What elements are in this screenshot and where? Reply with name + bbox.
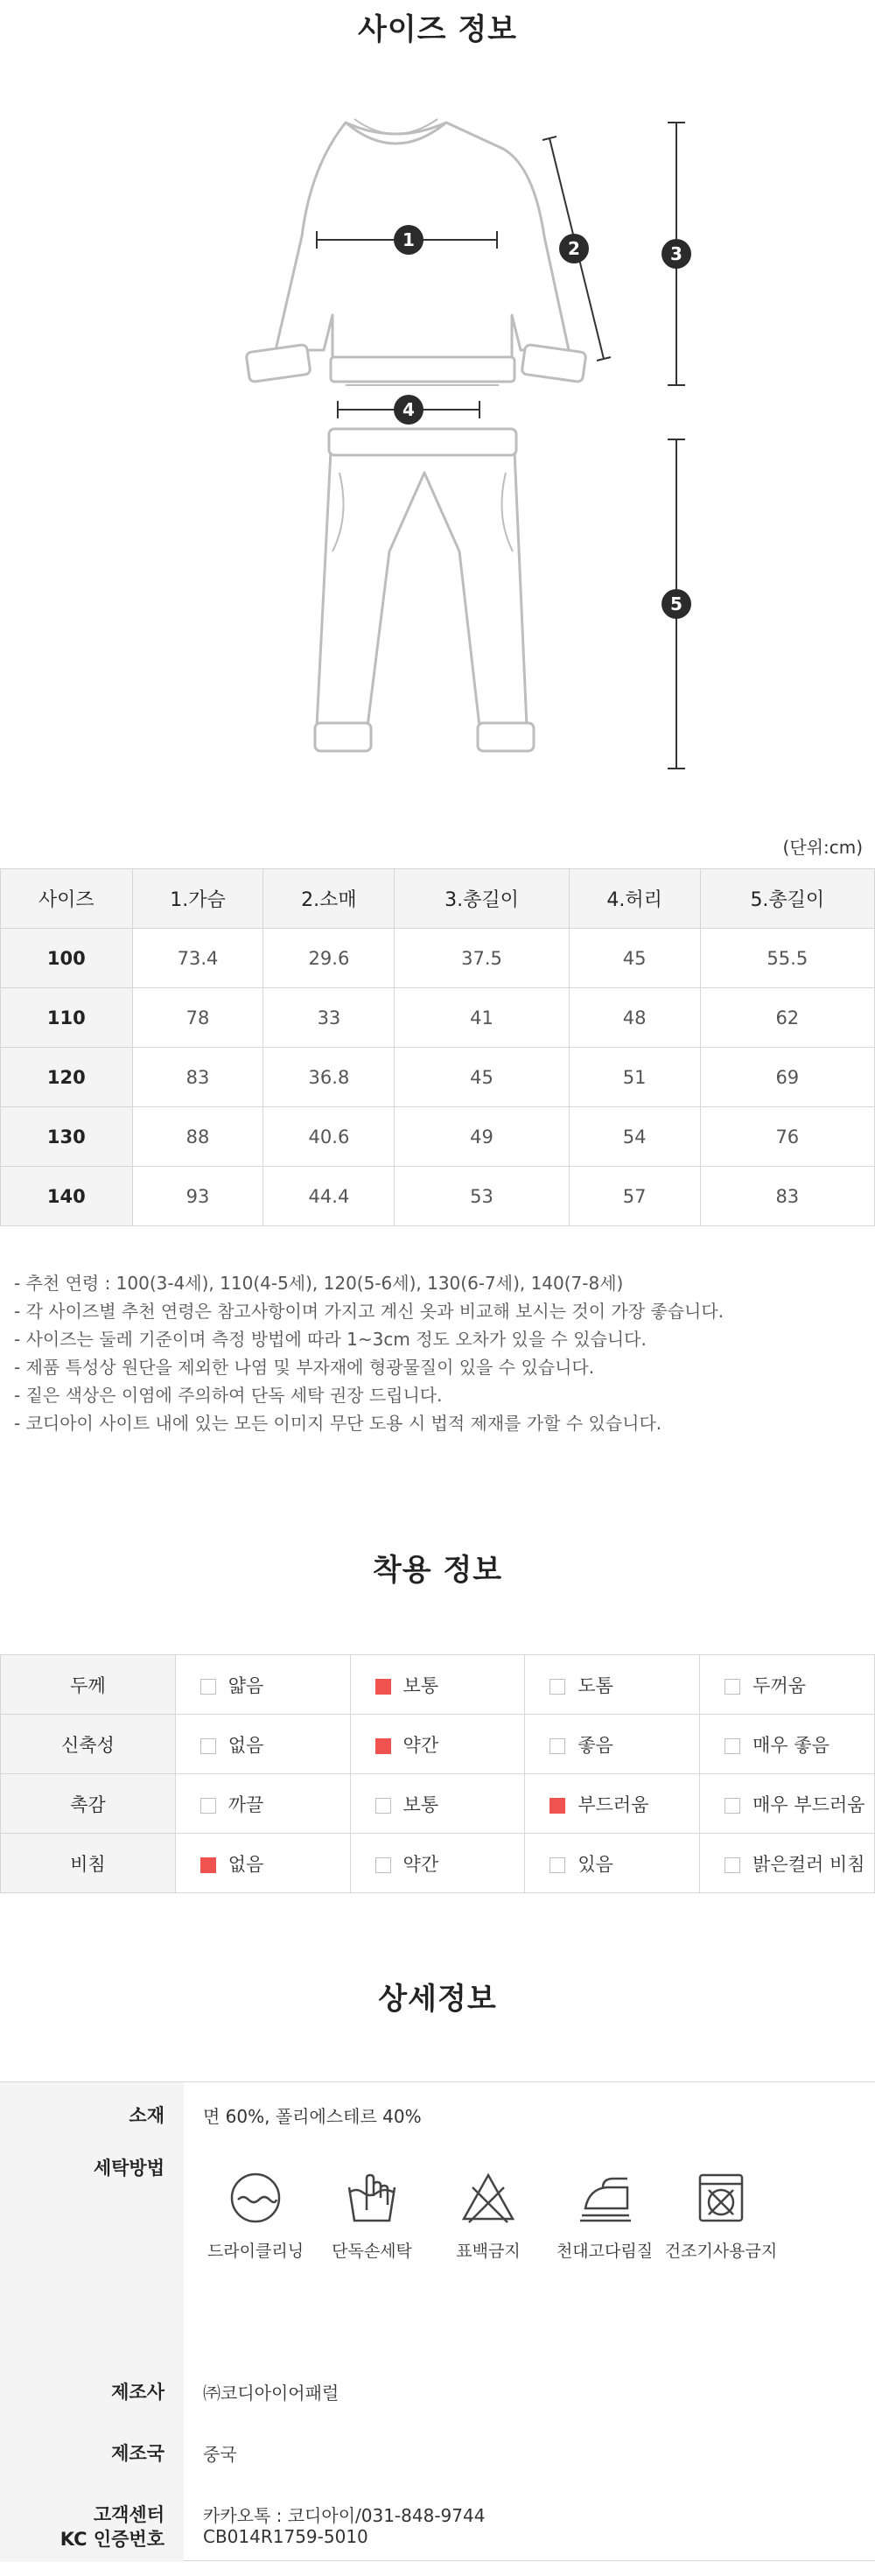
- note-line: - 짙은 색상은 이염에 주의하여 단독 세탁 권장 드립니다.: [14, 1385, 443, 1406]
- table-row: [1, 929, 875, 988]
- wear-option: [700, 1655, 875, 1715]
- header-size: 사이즈: [1, 869, 133, 929]
- iron-cloth-icon: [577, 2170, 633, 2226]
- pants-outline: [317, 451, 527, 726]
- wear-option: [350, 1655, 525, 1715]
- material-value: 면 60%, 폴리에스테르 40%: [203, 2106, 422, 2127]
- wear-info-title: 착용 정보: [372, 1553, 503, 1588]
- option-label: 약간: [402, 1853, 439, 1875]
- wear-row-touch: [1, 1774, 875, 1834]
- table-cell: 54: [569, 1107, 700, 1167]
- table-cell: 51: [569, 1048, 700, 1107]
- table-cell: 33: [263, 988, 395, 1048]
- checkbox-icon: [375, 1857, 391, 1873]
- table-cell: 45: [395, 1048, 569, 1107]
- option-label: 부드러움: [578, 1793, 649, 1815]
- wear-option: [700, 1834, 875, 1893]
- option-label: 약간: [402, 1734, 439, 1756]
- wear-label: 촉감: [1, 1774, 176, 1834]
- table-cell: 93: [132, 1167, 263, 1226]
- wear-option: [350, 1715, 525, 1774]
- detail-row-country: [0, 2406, 875, 2467]
- checkbox-icon: [724, 1857, 740, 1873]
- wear-option: [700, 1774, 875, 1834]
- option-label: 매우 부드러움: [752, 1793, 865, 1815]
- header-top-length: 3.총길이: [395, 869, 569, 929]
- wash-item-label: 드라이클리닝: [206, 2242, 304, 2261]
- checked-box-icon: [375, 1679, 391, 1695]
- checkbox-icon: [200, 1738, 216, 1754]
- checked-box-icon: [200, 1857, 216, 1873]
- checkbox-icon: [550, 1857, 565, 1873]
- table-cell: 36.8: [263, 1048, 395, 1107]
- unit-label: (단위:cm): [782, 837, 863, 858]
- country-label: 제조국: [111, 2443, 164, 2464]
- table-cell: 57: [569, 1167, 700, 1226]
- wear-option: [525, 1715, 700, 1774]
- marker-5-label: 5: [670, 593, 682, 614]
- marker-4-label: 4: [402, 399, 415, 420]
- garment-diagram: [0, 61, 875, 797]
- checkbox-icon: [724, 1798, 740, 1814]
- wash-item-label: 천대고다림질: [556, 2242, 654, 2261]
- header-waist: 4.허리: [569, 869, 700, 929]
- table-cell: 69: [700, 1048, 874, 1107]
- checkbox-icon: [550, 1738, 565, 1754]
- table-cell: 83: [700, 1167, 874, 1226]
- option-label: 보통: [402, 1674, 439, 1696]
- option-label: 두꺼움: [752, 1674, 806, 1696]
- table-cell: 49: [395, 1107, 569, 1167]
- detail-row-wash: [0, 2144, 875, 2345]
- checkbox-icon: [200, 1798, 216, 1814]
- wear-row-transparency: [1, 1834, 875, 1893]
- checkbox-icon: [550, 1679, 565, 1695]
- wash-item-label: 단독손세탁: [332, 2242, 412, 2261]
- table-row: [1, 1107, 875, 1167]
- hand-wash-icon: [344, 2170, 400, 2226]
- size-table: [0, 868, 875, 1226]
- table-cell: 40.6: [263, 1107, 395, 1167]
- note-line: - 추천 연령 : 100(3-4세), 110(4-5세), 120(5-6세), 130(6-7세), 140(7-8세): [14, 1273, 624, 1294]
- wash-item-label: 표백금지: [456, 2242, 521, 2261]
- table-cell: 78: [132, 988, 263, 1048]
- option-label: 매우 좋음: [752, 1734, 830, 1756]
- note-line: - 제품 특성상 원단을 제외한 나염 및 부자재에 형광물질이 있을 수 있습니다.: [14, 1357, 595, 1378]
- table-cell: 55.5: [700, 929, 874, 988]
- detail-row-maker: [0, 2345, 875, 2406]
- wear-option: [175, 1655, 350, 1715]
- option-label: 까끌: [228, 1793, 264, 1815]
- option-label: 좋음: [578, 1734, 613, 1756]
- header-sleeve: 2.소매: [263, 869, 395, 929]
- wear-option: [700, 1715, 875, 1774]
- table-row: [1, 988, 875, 1048]
- table-row: [1, 1167, 875, 1226]
- wash-label: 세탁방법: [93, 2158, 164, 2179]
- kc-label: KC 인증번호: [60, 2529, 164, 2550]
- table-cell: 62: [700, 988, 874, 1048]
- table-cell: 44.4: [263, 1167, 395, 1226]
- detail-title: 상세정보: [378, 1982, 497, 2017]
- wash-item: [651, 2170, 791, 2262]
- wear-row-elasticity: [1, 1715, 875, 1774]
- table-cell: 100: [1, 929, 133, 988]
- option-label: 얇음: [228, 1674, 264, 1696]
- option-label: 없음: [228, 1734, 264, 1756]
- note-line: - 코디아이 사이트 내에 있는 모든 이미지 무단 도용 시 법적 제재를 가할 수 있습니다.: [14, 1413, 662, 1434]
- marker-1-label: 1: [402, 229, 415, 250]
- maker-label: 제조사: [111, 2382, 164, 2403]
- wear-option: [525, 1834, 700, 1893]
- detail-row-cs: [0, 2467, 875, 2529]
- table-cell: 45: [569, 929, 700, 988]
- checkbox-icon: [724, 1738, 740, 1754]
- table-cell: 76: [700, 1107, 874, 1167]
- option-label: 보통: [402, 1793, 439, 1815]
- note-line: - 사이즈는 둘레 기준이며 측정 방법에 따라 1~3cm 정도 오차가 있을 수 있습니다.: [14, 1329, 647, 1350]
- option-label: 없음: [228, 1853, 264, 1875]
- wear-option: [175, 1715, 350, 1774]
- detail-row-material: [0, 2082, 875, 2144]
- table-cell: 120: [1, 1048, 133, 1107]
- note-line: - 각 사이즈별 추천 연령은 참고사항이며 가지고 계신 옷과 비교해 보시는 것이 가장 좋습니다.: [14, 1301, 724, 1322]
- wear-option: [350, 1834, 525, 1893]
- country-value: 중국: [203, 2444, 237, 2465]
- detail-row-kc: [0, 2526, 875, 2562]
- table-cell: 140: [1, 1167, 133, 1226]
- checked-box-icon: [550, 1798, 565, 1814]
- table-cell: 41: [395, 988, 569, 1048]
- no-tumble-dry-icon: [693, 2170, 749, 2226]
- wear-option: [175, 1774, 350, 1834]
- wear-label: 비침: [1, 1834, 176, 1893]
- marker-3-label: 3: [670, 243, 682, 264]
- header-chest: 1.가슴: [132, 869, 263, 929]
- table-cell: 130: [1, 1107, 133, 1167]
- no-bleach-icon: [460, 2170, 516, 2226]
- table-cell: 37.5: [395, 929, 569, 988]
- checked-box-icon: [375, 1738, 391, 1754]
- table-cell: 29.6: [263, 929, 395, 988]
- table-cell: 88: [132, 1107, 263, 1167]
- cs-label: 고객센터: [93, 2504, 164, 2525]
- maker-value: ㈜코디아이어패럴: [203, 2383, 340, 2404]
- checkbox-icon: [200, 1679, 216, 1695]
- option-label: 도톰: [578, 1674, 613, 1696]
- wear-row-thickness: [1, 1655, 875, 1715]
- kc-value: CB014R1759-5010: [203, 2526, 368, 2547]
- size-notes: [14, 1269, 854, 1437]
- wear-option: [525, 1774, 700, 1834]
- wash-item-label: 건조기사용금지: [664, 2242, 778, 2261]
- wear-label: 두께: [1, 1655, 176, 1715]
- checkbox-icon: [724, 1679, 740, 1695]
- cs-value: 카카오톡 : 코디아이/031-848-9744: [203, 2505, 486, 2526]
- option-label: 밝은컬러 비침: [752, 1853, 865, 1875]
- table-cell: 110: [1, 988, 133, 1048]
- wear-option: [175, 1834, 350, 1893]
- wear-option: [525, 1655, 700, 1715]
- dry-cleaning-icon: [228, 2170, 284, 2226]
- wear-label: 신축성: [1, 1715, 176, 1774]
- size-table-header: [1, 869, 875, 929]
- table-cell: 48: [569, 988, 700, 1048]
- wear-option: [350, 1774, 525, 1834]
- wear-table: [0, 1654, 875, 1893]
- table-cell: 73.4: [132, 929, 263, 988]
- option-label: 있음: [578, 1853, 613, 1875]
- marker-2-label: 2: [568, 238, 580, 259]
- table-cell: 83: [132, 1048, 263, 1107]
- checkbox-icon: [375, 1798, 391, 1814]
- header-pants-length: 5.총길이: [700, 869, 874, 929]
- material-label: 소재: [129, 2105, 164, 2126]
- size-info-title: 사이즈 정보: [357, 12, 518, 47]
- table-cell: 53: [395, 1167, 569, 1226]
- detail-table: [0, 2081, 875, 2561]
- table-row: [1, 1048, 875, 1107]
